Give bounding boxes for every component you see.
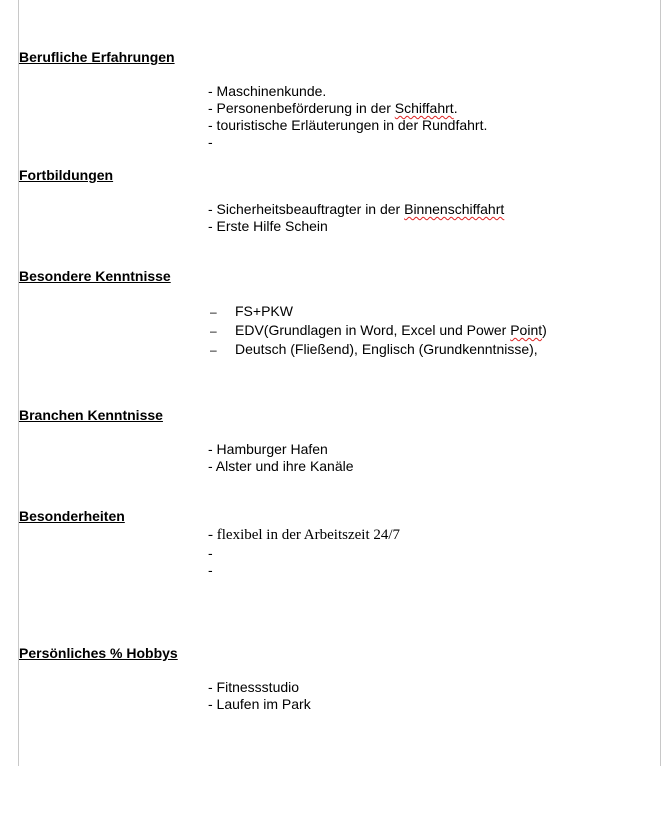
heading-experience: Berufliche Erfahrungen [19,49,175,65]
heading-hobbies: Persönliches % Hobbys [19,645,178,661]
training-line-text: - Erste Hilfe Schein [208,218,328,234]
heading-industry: Branchen Kenntnisse [19,407,163,423]
experience-line-text: - Maschinenkunde. [208,83,327,99]
experience-line [208,134,213,151]
bullet-dash-icon: – [210,343,217,357]
heading-specifics: Besonderheiten [19,508,125,524]
spellcheck-marked-word[interactable]: Binnenschiffahrt [404,201,505,217]
specifics-line: - [208,562,213,578]
experience-line-text: - [208,134,213,150]
experience-line-suffix: . [453,100,458,116]
skills-item-suffix: ) [542,322,547,338]
experience-line [208,117,487,134]
skills-item-text: Deutsch (Fließend), Englisch (Grundkenntnisse), [235,341,538,357]
heading-skills: Besondere Kenntnisse [19,268,171,284]
industry-line: - Alster und ihre Kanäle [208,458,354,474]
training-line [208,201,504,218]
skills-item-text: FS+PKW [235,303,293,319]
skills-item-prefix: EDV(Grundlagen in Word, Excel und Power [235,322,511,338]
spellcheck-marked-word[interactable]: Schiffahrt [394,100,454,116]
industry-line: - Hamburger Hafen [208,441,328,457]
skills-item-text [235,322,547,339]
specifics-line: - [208,545,213,561]
experience-line-text: - Personenbeförderung in der [208,100,395,116]
training-line [208,218,328,235]
page-margin-right [660,0,661,766]
bullet-dash-icon: – [210,324,217,338]
experience-line [208,100,458,117]
hobbies-line: - Fitnessstudio [208,679,300,695]
specifics-line: - flexibel in der Arbeitszeit 24/7 [208,527,401,543]
experience-line-text: - touristische Erläuterungen in der Rundfahrt. [208,117,488,133]
heading-training: Fortbildungen [19,167,114,183]
training-line-text: - Sicherheitsbeauftragter in der [208,201,405,217]
bullet-dash-icon: – [210,305,217,319]
hobbies-line: - Laufen im Park [208,696,311,712]
experience-line [208,83,326,100]
spellcheck-marked-word[interactable]: Point [510,322,543,338]
